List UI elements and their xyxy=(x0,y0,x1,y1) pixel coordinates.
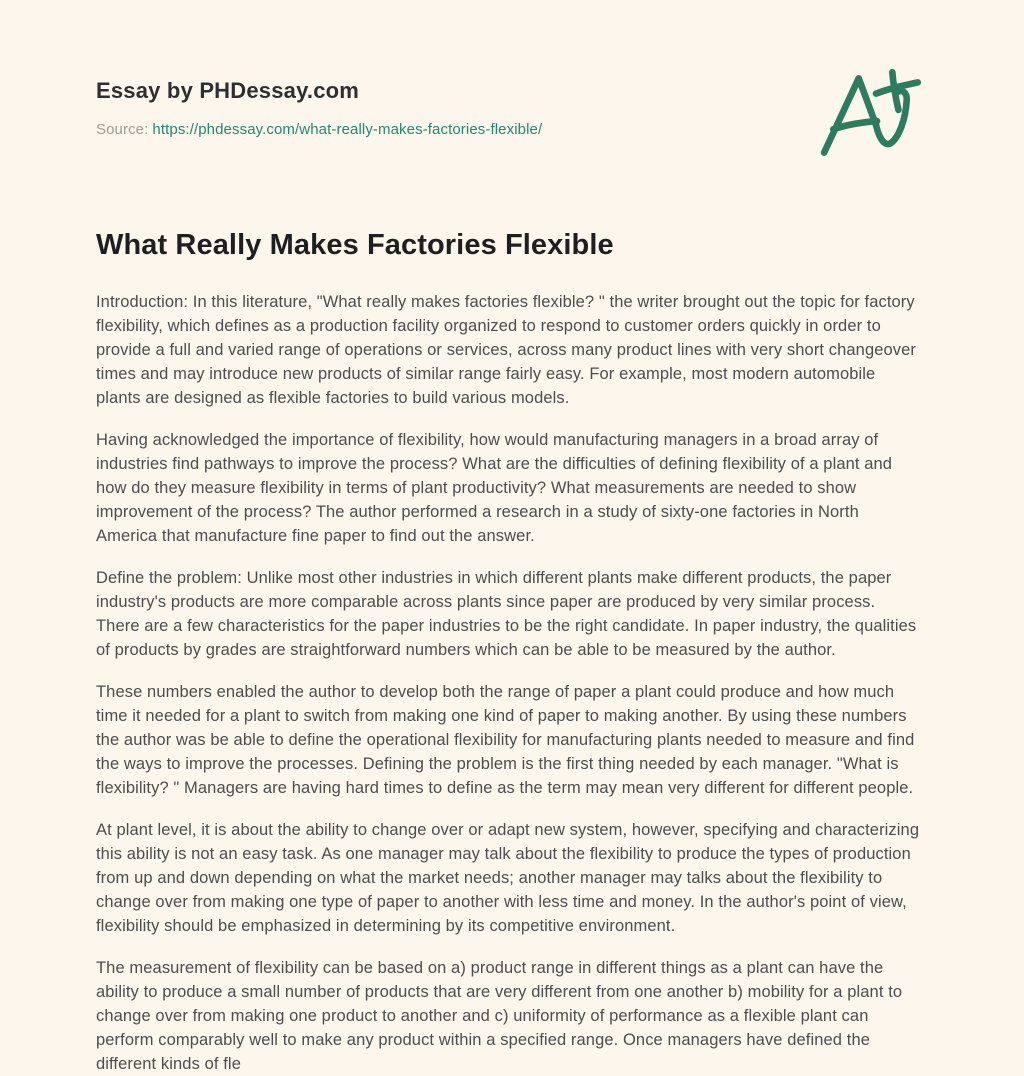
essay-paragraph: The measurement of flexibility can be based on a) product range in different things as a plant can have the ability to produce a small number of products that are very different from one another b) mobility for a plant to change over from making one product to another and c) uniformity of performance as a flexible plant can perform comparably well to make any product within a specified range. Once managers have defined the different kinds of fle xyxy=(96,959,903,1074)
essay-paragraph: At plant level, it is about the ability to change over or adapt new system, however, specifying and characterizing this ability is not an easy task. As one manager may talk about the flexibility to produce the types of production from up and down depending on what the market needs; another manager may talks about the flexibility to change over from making one type of paper to another with less time and money. In the author's point of view, flexibility should be emphasized in determining by its competitive environment. xyxy=(96,821,920,936)
essay-paragraph: Having acknowledged the importance of flexibility, how would manufacturing managers in a broad array of industries find pathways to improve the process? What are the difficulties of defining flexibility of a plant and how do they measure flexibility in terms of plant productivity? What measurements are needed to show improvement of the process? The author performed a research in a study of sixty-one factories in North America that manufacture fine paper to find out the answer. xyxy=(96,431,893,546)
source-label: Source: xyxy=(96,121,149,139)
article xyxy=(96,230,924,1076)
essay-body xyxy=(96,290,922,1076)
source-link[interactable]: https://phdessay.com/what-really-makes-factories-flexible/ xyxy=(152,121,543,139)
essay-paragraph: Introduction: In this literature, "What really makes factories flexible? " the writer brought out the topic for factory flexibility, which defines as a production facility organized to respond to customer orders quickly in order to provide a full and varied range of operations or services, across many product lines with very short changeover times and may introduce new products of similar range fairly easy. For example, most modern automobile plants are designed as flexible factories to build various models. xyxy=(96,293,917,408)
essay-paragraph: Define the problem: Unlike most other industries in which different plants make different products, the paper industry's products are more comparable across plants since paper are produced by very similar process. There are a few characteristics for the paper industries to be the right candidate. In paper industry, the qualities of products by grades are straightforward numbers which can be able to be measured by the author. xyxy=(96,569,917,660)
article-title: What Really Makes Factories Flexible xyxy=(96,229,614,262)
essay-paragraph: These numbers enabled the author to develop both the range of paper a plant could produce and how much time it needed for a plant to switch from making one kind of paper to making another. By using these numbers the author was be able to define the operational flexibility for manufacturing plants needed to measure and find the ways to improve the processes. Defining the problem is the first thing needed by each manager. "What is flexibility? " Managers are having hard times to define as the term may mean very different for different people. xyxy=(96,683,915,798)
source-line xyxy=(96,121,924,138)
header xyxy=(96,78,924,138)
aplus-logo-icon xyxy=(818,64,930,168)
brand-title: Essay by PHDessay.com xyxy=(96,78,360,103)
